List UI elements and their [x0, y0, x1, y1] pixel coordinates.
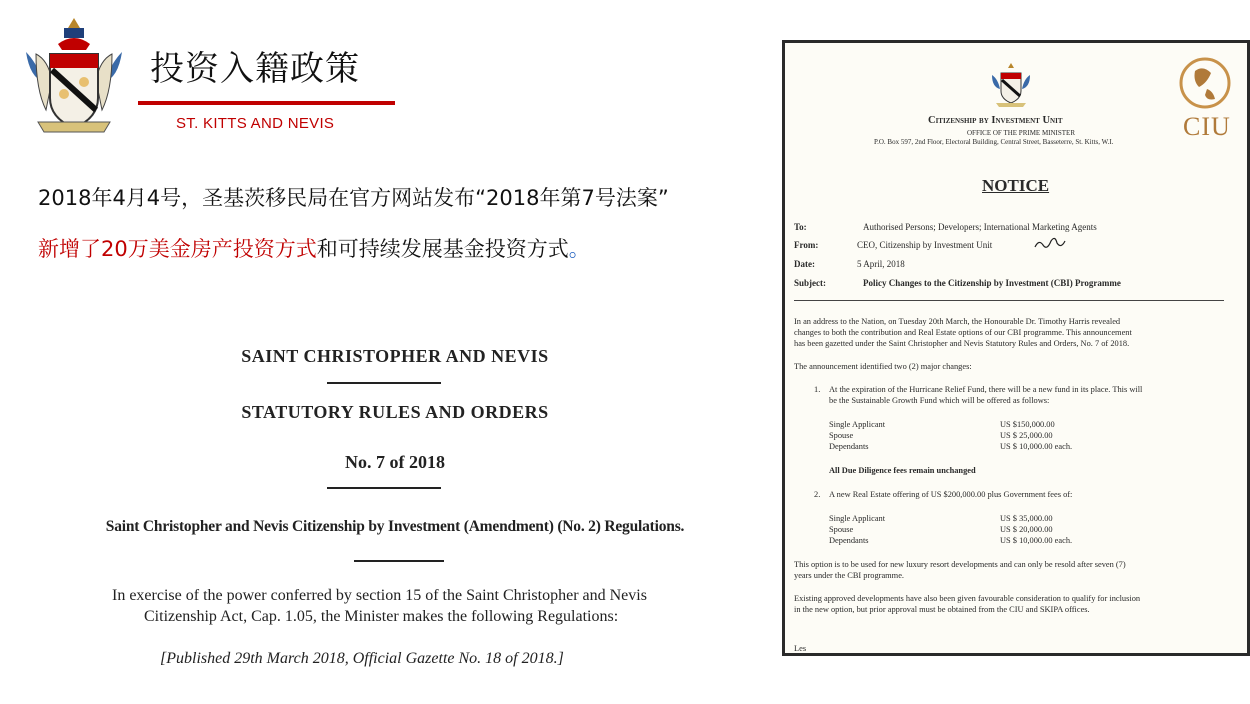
statute-number: No. 7 of 2018	[345, 452, 445, 472]
notice-closing: Les	[794, 644, 807, 653]
statute-heading: STATUTORY RULES AND ORDERS	[241, 402, 549, 422]
paragraph-end: 。	[568, 237, 590, 261]
date-label: Date:	[794, 259, 815, 269]
divider	[327, 382, 441, 384]
notice-document	[782, 40, 1250, 656]
real-estate-row-label: Spouse	[829, 525, 854, 534]
divider	[327, 487, 441, 489]
date-value: 5 April, 2018	[857, 259, 905, 269]
item-number: 2.	[814, 490, 821, 499]
highlight-text: 新增了20万美金房产投资方式	[38, 237, 317, 261]
slide-title: 投资入籍政策	[150, 49, 360, 89]
fund-row-amount: US $ 10,000.00 each.	[1000, 442, 1073, 451]
notice-crest-icon	[988, 61, 1034, 109]
real-estate-row-label: Dependants	[829, 536, 869, 545]
ciu-logo-text: CIU	[1183, 112, 1231, 141]
fund-row-amount: US $150,000.00	[1000, 420, 1055, 429]
notice-line: This option is to be used for new luxury resort developments and can only be resold after seven (7)	[794, 560, 1126, 569]
divider	[354, 560, 444, 562]
item-number: 1.	[814, 385, 821, 394]
notice-line: The announcement identified two (2) major changes:	[794, 362, 972, 371]
coat-of-arms-icon	[18, 14, 130, 142]
notice-unit: Citizenship by Investment Unit	[928, 115, 1063, 126]
highlight-paragraph	[38, 233, 590, 263]
fund-row-amount: US $ 25,000.00	[1000, 431, 1053, 440]
from-label: From:	[794, 240, 819, 250]
notice-line: has been gazetted under the Saint Christopher and Nevis Statutory Rules and Orders, No. 7 of 2018.	[794, 339, 1130, 348]
fund-row-label: Single Applicant	[829, 420, 886, 429]
paragraph-text: 和可持续发展基金投资方式	[316, 237, 569, 261]
real-estate-row-amount: US $ 10,000.00 each.	[1000, 536, 1073, 545]
notice-line: At the expiration of the Hurricane Relief Fund, there will be a new fund in its place. This will	[829, 385, 1143, 394]
real-estate-row-amount: US $ 20,000.00	[1000, 525, 1053, 534]
statute-body-line: In exercise of the power conferred by section 15 of the Saint Christopher and Nevis	[112, 587, 647, 604]
statute-published: [Published 29th March 2018, Official Gazette No. 18 of 2018.]	[160, 650, 564, 667]
notice-address: P.O. Box 597, 2nd Floor, Electoral Building, Central Street, Basseterre, St. Kitts, W.I.	[874, 138, 1114, 146]
due-diligence-note: All Due Diligence fees remain unchanged	[829, 466, 976, 475]
to-value: Authorised Persons; Developers; International Marketing Agents	[863, 222, 1097, 232]
notice-office: OFFICE OF THE PRIME MINISTER	[967, 129, 1075, 137]
notice-line: be the Sustainable Growth Fund which will be offered as follows:	[829, 396, 1050, 405]
divider	[794, 300, 1224, 301]
statute-body-line: Citizenship Act, Cap. 1.05, the Minister makes the following Regulations:	[144, 608, 619, 625]
subject-value: Policy Changes to the Citizenship by Investment (CBI) Programme	[863, 278, 1121, 288]
notice-line: changes to both the contribution and Real Estate options of our CBI programme. This announcement	[794, 328, 1132, 337]
notice-line: A new Real Estate offering of US $200,000.00 plus Government fees of:	[829, 490, 1073, 499]
from-value: CEO, Citizenship by Investment Unit	[857, 240, 993, 250]
intro-paragraph: 2018年4月4号，圣基茨移民局在官方网站发布“2018年第7号法案”	[38, 186, 669, 210]
subject-label: Subject:	[794, 278, 826, 288]
fund-row-label: Dependants	[829, 442, 869, 451]
real-estate-row-amount: US $ 35,000.00	[1000, 514, 1053, 523]
fund-row-label: Spouse	[829, 431, 854, 440]
notice-line: In an address to the Nation, on Tuesday 20th March, the Honourable Dr. Timothy Harris revealed	[794, 317, 1121, 326]
signature-icon	[1033, 237, 1067, 251]
real-estate-row-label: Single Applicant	[829, 514, 886, 523]
slide-subtitle: ST. KITTS AND NEVIS	[176, 115, 335, 132]
notice-line: years under the CBI programme.	[794, 571, 905, 580]
to-label: To:	[794, 222, 807, 232]
regulation-title: Saint Christopher and Nevis Citizenship by Investment (Amendment) (No. 2) Regulations.	[105, 518, 685, 535]
notice-line: in the new option, but prior approval must be obtained from the CIU and SKIPA offices.	[794, 605, 1090, 614]
notice-line: Existing approved developments have also been given favourable consideration to qualify for inclusion	[794, 594, 1141, 603]
statute-country: SAINT CHRISTOPHER AND NEVIS	[241, 346, 549, 366]
notice-heading: NOTICE	[982, 176, 1050, 195]
title-underline	[138, 101, 395, 105]
